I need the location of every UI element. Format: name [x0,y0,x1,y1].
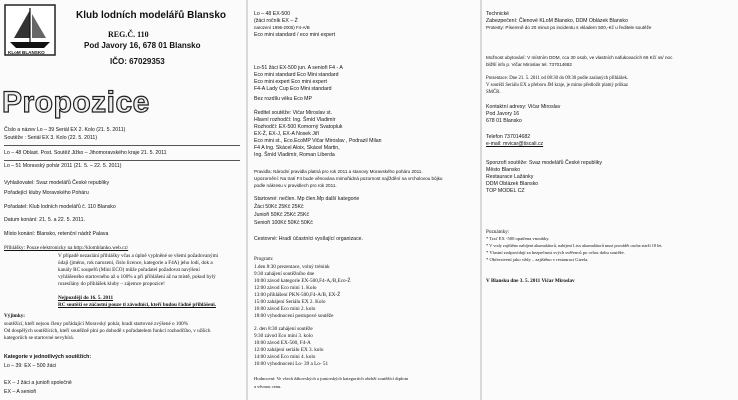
p2-line: Bez rozdílu věku Eco MP [254,96,312,102]
p2-line: Hodnocení: Ve všech žákovských a juniorských kategoriích obdrží soutěžící diplom [254,376,409,381]
p2-line: 1.den 8:30 prezentace, volný trénink [254,264,330,270]
p1-line: Od dospělých soutěžících, kteří soutěžně plní po dohodě s pořadatelem funkci rozhodčího, v užších [4,328,211,334]
p3-line: Pod Javory 16 [486,111,520,117]
p1-line: Místo konání: Blansko, retenční nádrž Palava [4,231,109,237]
p2-line: Startovné: nečlen. Mp člen.Mp další kategorie [254,196,360,202]
p1-line: Soutěže : Seriál EX 3. Kolo (22. 5. 2011) [4,135,98,141]
club-logo [4,4,56,56]
p2-line: 12:00 závod Eco mini 1. Kolo [254,285,317,291]
p2-line: 2. den 8:30 zahájení soutěže [254,326,313,332]
p1-line: EX – A senioři [4,389,37,395]
p3-signature-line: V Blansku dne 3. 5. 2011 Vičar Miroslav [486,278,575,284]
club-ico: IČO: 67029353 [110,57,165,66]
logo-caption: KLoM BLANSKO [8,50,45,55]
p1-line: Nejpozději do 16. 5. 2011 [58,295,114,301]
p2-line: 12:00 zahájení seriálu EX 3. kolo [254,347,324,353]
p1-line: Výjimky: [4,313,26,319]
p1-line: soutěžící, kteří nejsou členy pořádající Moravský pohár, hradí startovné zvýšené o 100% [4,321,189,327]
p2-line: 10:00 závod kategorie EX-500,F4-A,/B,Eco-Ž [254,278,351,284]
p2-line: Ředitel soutěže: Vičar Miroslav st. [254,110,333,116]
p1-line: Číslo a název Lo – 39 Seriál EX 2. Kolo (21. 5. 2011) [4,127,126,133]
p1-line: Vyhlašovatel: Svaz modelářů České republiky [4,180,110,186]
p2-line: Upozornění: Na tratí F4 bude věnována mimořádná pozornost najíždění na vrcholovou bójku [254,176,443,181]
p1-line: EX – J žáci a junioři společně [4,380,72,386]
p1-line: V případě nezaslání přihlášky včas a úplně vyplněné se všemi požadovanými [58,253,219,259]
club-address: Pod Javory 16, 678 01 Blansko [84,41,201,50]
p2-line: Pravidla: Národní pravidla platná pro rok 2011 a stanovy Moravského poháru 2011. [254,169,423,174]
p2-line: Program: [254,256,274,262]
p2-line: 16:00 vyhodnocení Lo- 39 a Lo- 51 [254,361,329,367]
p2-line: (žáci ročník EX – Ž [254,18,298,24]
p1-line: RC soutěží se zúčastní pouze ti závodníci, kteří budou řádně přihlášeni. [58,302,216,308]
p2-line: Cestovné: Hradí účastníci vysílající organizace. [254,236,363,242]
p1-line: Lo – 48 Oblast. Post. Soutěž Jižko – Jihomoravského kraje 21. 5. 2011 [4,150,167,156]
p2-line: EX-Ž, EX-J, EX-A Nosek Jiří [254,131,320,137]
p3-line: SMČR. [486,90,501,95]
p3-line: Město Blansko [486,167,521,173]
p1-line: Datum konání: 21. 5. a 22. 5. 2011. [4,217,85,223]
p2-line: F4-A Lady Cup Eco Mini standard [254,86,332,92]
p2-line: 18:00 vyhodnocení postupové soutěže [254,313,334,319]
p3-line: bližší info p. Vičar Miroslav tel. 737014682 [486,62,572,67]
p3-line: Sponzoři soutěže: Svaz modelářů České republiky [486,160,602,166]
p3-line: Poznámky: [486,229,510,235]
p3-line: * Občerstvení jako vždy – zajištěno v restauraci Gizela. [486,257,589,262]
p2-line: Junioři 50Kč 25Kč 25Kč [254,212,310,218]
p2-line: 14:00 závod Eco mini 4. kolo [254,354,316,360]
p2-line: Ing. Šmíd Vladimír, Roman Liberda [254,152,335,158]
p1-line: rozesílány do přihlášek kluby – zájemce propozice! [58,281,165,287]
p3-line: Protesty: Písemně do 20 minut po incidentu s vkladem 500,-Kč u ředitele soutěže [486,25,652,30]
p1-line: Pořadející kluby Moravského Poháru [4,190,89,196]
divider [4,145,240,146]
club-reg: REG.Č. 110 [108,30,149,39]
p1-line[interactable]: Přihlášky: Pouze elektronicky na http://klomblanko.web.cz/ [4,245,129,251]
page-right [482,0,738,400]
page-middle [248,0,480,400]
p1-line: Lo – 51 Moravský pohár 2011 (21. 5. – 22. 5. 2011) [4,163,122,169]
page-left [0,0,246,400]
p3-line: Technické [486,11,510,17]
p2-line: Lo – 48 EX-500 [254,11,291,17]
p3-line: Možnost ubytování: V místním DDM, cca 30 osob, ve vlastních nafukovacích 66 Kč/ os/ noc [486,55,673,60]
p3-line: Restaurace Lažánky [486,174,534,180]
p2-line: Eco mini standard / eco mini expert [254,32,336,38]
p1-line: Lo – 39: EX – 500 žáci [4,363,57,369]
club-name: Klub lodních modelářů Blansko [76,10,227,21]
p3-line: TOP MODEL CZ [486,188,525,194]
document-heading: Propozice [2,86,150,119]
p2-line: 9:30 zahájení soutěžního dne [254,271,315,277]
p3-line: V soutěži Seriálu EX a přeboru JM kraje, je mimo předložit platný průkaz [486,83,629,88]
p2-line: Žáci 50Kč 25Kč 25Kč [254,204,304,210]
p2-line: Eco mini st., Eco.EcoMP Vičar Miroslav , Podrazil Milan [254,138,382,144]
p2-line: narození 1996-2005) F4-A/B [254,25,310,30]
p3-line: * V vody zajištěno nabíjení akumulátorů, nabíjení Lixx akumulátorů musí provádět osoba starší 18 let. [486,243,663,248]
divider [4,160,240,161]
p2-line: a věcnou cenu. [254,384,282,389]
p1-line: kategoriích se startovné nevybírá. [4,335,75,341]
p2-line: Hlavní rozhodčí: Ing. Šmíd Vladimír [254,117,336,123]
p3-email-line[interactable]: e-mail: mvicar@tiscali.cz [486,141,544,147]
p1-line: Kategorie v jednotlivých soutěžích: [4,354,92,360]
p3-line: Zabezpečení: Členové KLoM Blansko, DDM Oblázek Blansko [486,18,628,24]
p2-line: Senioři 100Kč 50Kč 50Kč [254,220,313,226]
p3-line: Kontaktní adresy: Vičar Miroslav [486,104,561,110]
p3-line: Prezentace: Dne 21. 5. 2011 od 08:30 do 09:30 podle zaslaných přihlášek. [486,76,629,81]
p3-line: * Vlastní zodpovídají za bezpečnost svých svěřenců po celou dobu soutěže. [486,250,625,255]
p2-line: F4 A Ing. Skácel Aloix, Skácel Martin, [254,145,340,151]
p2-line: 13:00 přihlášení PKN-500,F4-A/B, EX-Ž [254,292,341,298]
p2-line: 10:00 závod EX-500, F4-A [254,340,311,346]
p2-line: 15:00 zahájení Seriálu EX 2. Kolo [254,299,326,305]
p2-line: 16:00 závod Eco mini 2. kolo [254,306,316,312]
p2-line: podle nákresu v pravidlech pro rok 2011. [254,183,337,188]
p2-line: 9:30 závod Eco mini 3. kolo [254,333,313,339]
p2-line: Eco mini expert Eco mini expert [254,79,327,85]
p3-line: * Trať EX -500 opatřena vnoubky. [486,236,550,241]
p2-line: Rozhodčí: EX-500 Komorný Svatopluk [254,124,343,130]
p1-line: vyhlášeného startovného až o 100% a při přihlášení až na místě, pokud bylý [58,274,216,280]
p3-line: DDM Oblázek Blansko [486,181,539,187]
p3-line: 678 01 Blansko [486,118,522,124]
p2-line: Eco mini standard Eco Mini standard [254,72,339,78]
p1-line: Pořadatel: Klub lodních modelářů č. 110 Blansko [4,204,116,210]
p1-line: kanály RC soupeřů (Mini ECO) může pořadatel požadovat navýšení [58,267,200,273]
p2-line: Lo-51 žáci EX-500 jun. A senioři F4 - A [254,65,343,71]
p1-line: údaji (jméno, rok narození, číslo licence, kategorie a F4A) jeho lodí, dok a [58,260,213,266]
p3-line: Telefon 737014682 [486,134,531,140]
